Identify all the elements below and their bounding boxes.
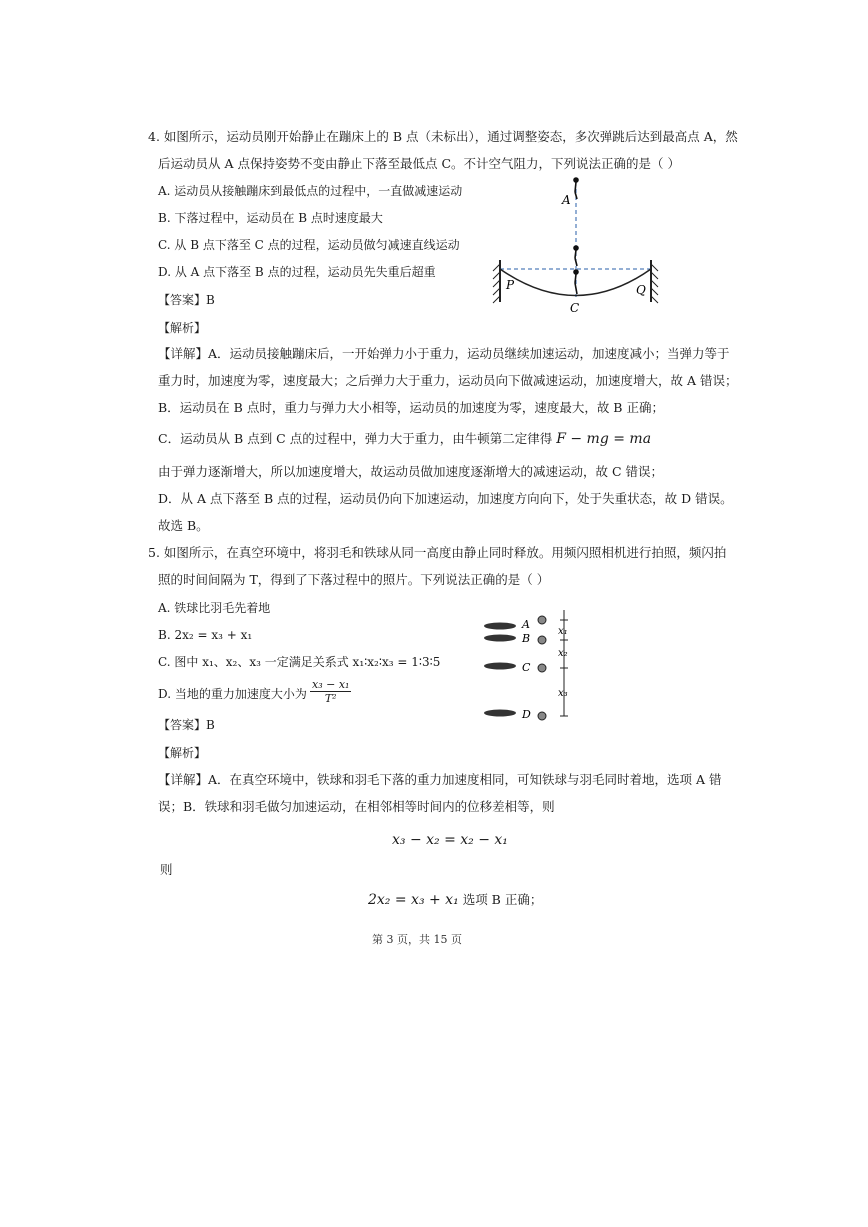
q4-detail-line4: [158, 431, 651, 447]
q5-equation-2-row: [368, 892, 542, 908]
q5-detail-line1: 【详解】A．在真空环境中，铁球和羽毛下落的重力加速度相同，可知铁球与羽毛同时着地，选项 A 错: [158, 772, 722, 787]
q5-label-x3: x₃: [558, 688, 568, 699]
q5-label-x1: x₁: [558, 626, 568, 637]
q5-equation-2: 2x₂ = x₃ + x₁: [368, 892, 459, 908]
q4-option-c: C. 从 B 点下落至 C 点的过程，运动员做匀减速直线运动: [158, 238, 460, 252]
q4-answer: 【答案】B: [158, 293, 215, 307]
q5-label-c: C: [522, 661, 531, 674]
q4-option-b: B. 下落过程中，运动员在 B 点时速度最大: [158, 211, 383, 225]
q4-stem-line2: 后运动员从 A 点保持姿势不变由静止下落至最低点 C。不计空气阻力，下列说法正确的是（ ）: [158, 156, 680, 171]
q5-label-x2: x₂: [558, 648, 568, 659]
q5-option-b: B. 2x₂ = x₃ + x₁: [158, 628, 253, 642]
q5-equation-1: x₃ − x₂ = x₂ − x₁: [392, 832, 508, 848]
q5-stem-line2: 照的时间间隔为 T，得到了下落过程中的照片。下列说法正确的是（ ）: [158, 572, 550, 587]
q4-conclusion: 故选 B。: [158, 518, 209, 533]
q5-fraction-denominator: T²: [324, 692, 337, 705]
q5-stem-line1: 5. 如图所示，在真空环境中，将羽毛和铁球从同一高度由静止同时释放。用频闪照相机进行拍照，频闪拍: [148, 545, 727, 560]
q5-option-d-fraction: [310, 678, 351, 705]
q4-option-a: A. 运动员从接触蹦床到最低点的过程中，一直做减速运动: [158, 184, 463, 198]
q5-then: 则: [160, 862, 173, 877]
q5-label-d: D: [522, 708, 531, 721]
q5-option-c: C. 图中 x₁、x₂、x₃ 一定满足关系式 x₁∶x₂∶x₃ = 1∶3∶5: [158, 655, 441, 669]
q4-label-a: A: [562, 193, 571, 207]
q5-label-b: B: [522, 632, 531, 645]
q5-option-a: A. 铁球比羽毛先着地: [158, 601, 271, 615]
q5-balls: [538, 616, 546, 720]
q4-athlete-middle: [574, 246, 578, 266]
q4-detail-line1: 【详解】A．运动员接触蹦床后，一开始弹力小于重力，运动员继续加速运动，加速度减小；当弹力等于: [158, 346, 730, 361]
q4-stem-line1: 4. 如图所示，运动员刚开始静止在蹦床上的 B 点（未标出），通过调整姿态，多次弹跳后达到最高点 A，然: [148, 129, 738, 144]
q4-label-q: Q: [636, 283, 646, 297]
q5-detail-line2: 误；B．铁球和羽毛做匀加速运动，在相邻相等时间内的位移差相等，则: [158, 799, 555, 814]
q5-option-d: D. 当地的重力加速度大小为: [158, 687, 307, 701]
q4-newton-equation: F − mg = ma: [556, 431, 652, 447]
q4-detail-line3: B．运动员在 B 点时，重力与弹力大小相等，运动员的加速度为零，速度最大，故 B 正确；: [158, 400, 664, 415]
q4-detail-line6: D．从 A 点下落至 B 点的过程，运动员仍向下加速运动，加速度方向向下，处于失重状态，故 D 错误。: [158, 491, 733, 506]
q4-detail-line5: 由于弹力逐渐增大，所以加速度增大，故运动员做加速度逐渐增大的减速运动，故 C 错误；: [158, 464, 664, 479]
q4-option-d: D. 从 A 点下落至 B 点的过程，运动员先失重后超重: [158, 265, 436, 279]
q5-fraction-numerator: x₃ − x₁: [312, 678, 350, 691]
q4-trampoline-figure: [488, 172, 668, 317]
q4-analysis-heading: 【解析】: [158, 321, 207, 335]
q5-equation-2-suffix: 选项 B 正确；: [462, 892, 543, 907]
q4-label-p: P: [506, 278, 515, 292]
q5-feathers: [484, 623, 516, 717]
q5-analysis-heading: 【解析】: [158, 746, 207, 760]
q4-label-c: C: [570, 301, 580, 315]
q5-answer: 【答案】B: [158, 718, 215, 732]
q4-detail-line4-text: C．运动员从 B 点到 C 点的过程中，弹力大于重力，由牛顿第二定律得: [158, 431, 553, 446]
q4-athlete-top: [574, 178, 578, 199]
page-footer: 第 3 页，共 15 页: [372, 933, 462, 946]
q4-detail-line2: 重力时，加速度为零，速度最大；之后弹力大于重力，运动员向下做减速运动，加速度增大，故 A 错误；: [158, 373, 738, 388]
q5-label-a: A: [522, 618, 530, 631]
q5-freefall-figure: [480, 608, 590, 728]
